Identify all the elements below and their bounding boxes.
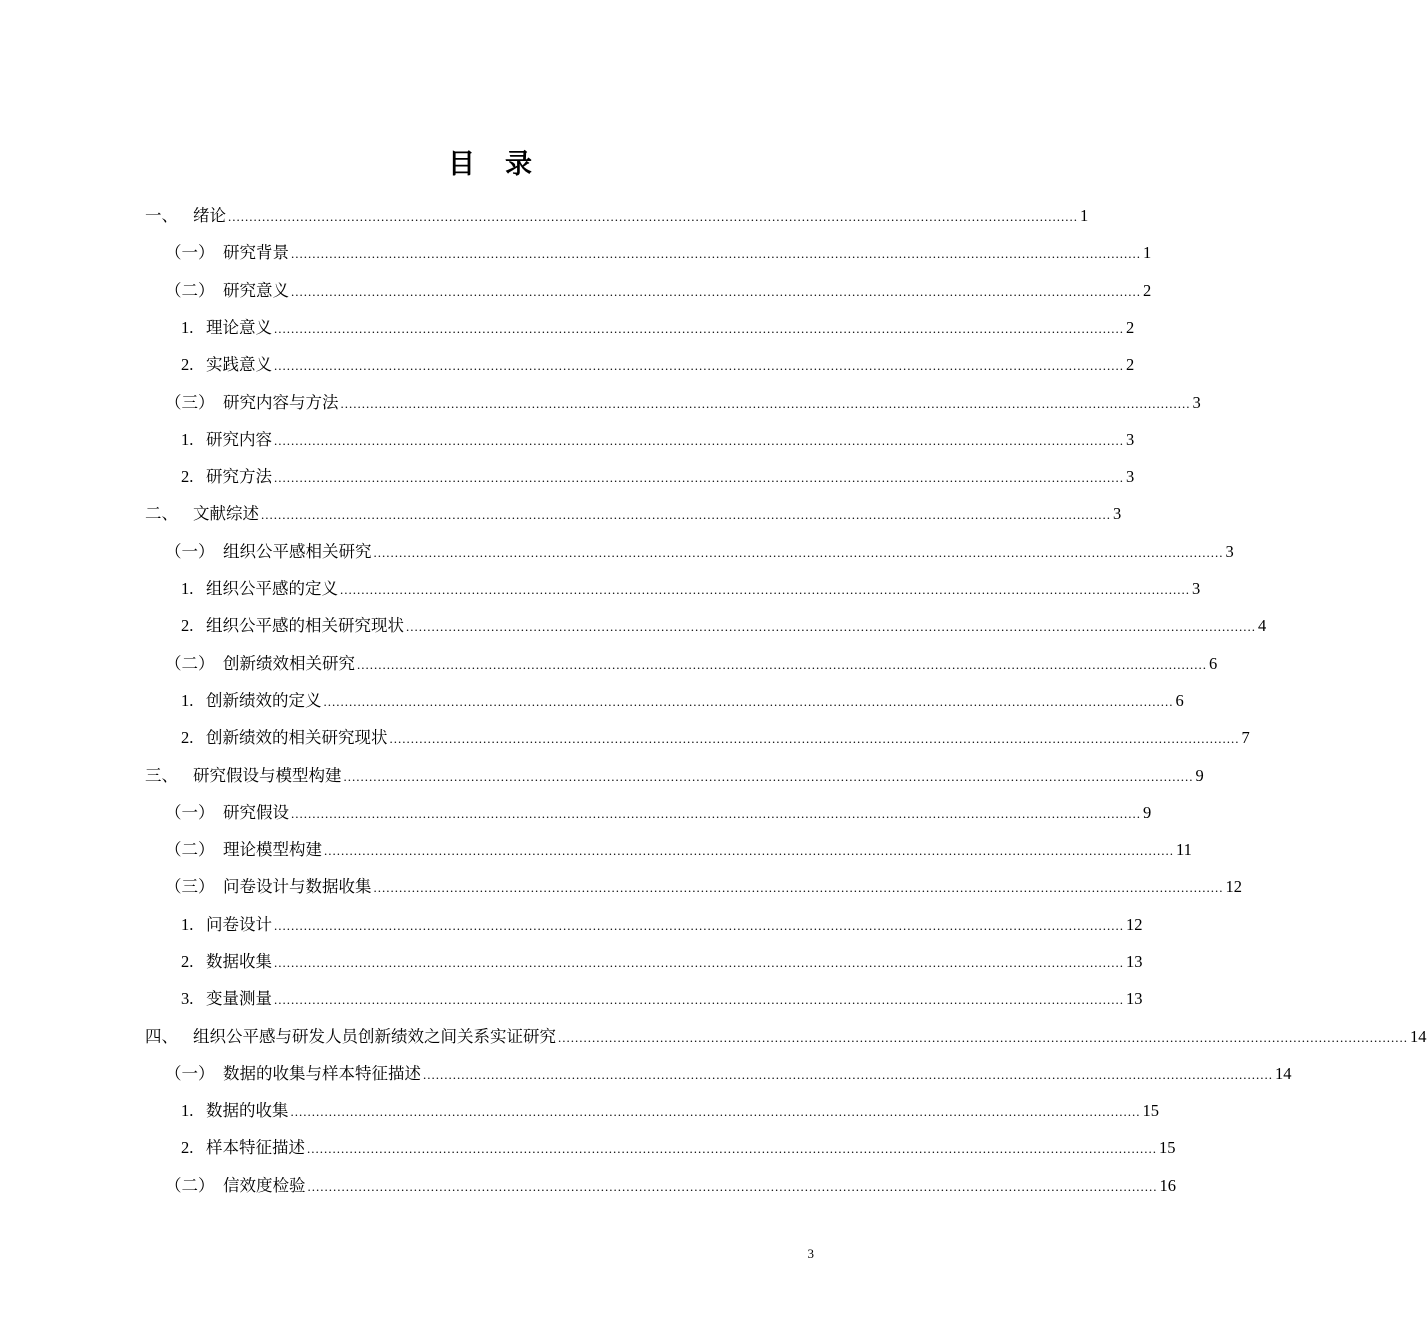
toc-entry[interactable]: [181, 576, 1201, 602]
toc-leader-dots: ........................................................................................................................................................................................................: [340, 582, 1190, 597]
toc-entry-label: 研究方法: [206, 467, 272, 486]
toc-entry[interactable]: [181, 613, 1267, 639]
toc-entry-page: 1: [1080, 206, 1089, 225]
toc-entry-label: 创新绩效的定义: [206, 691, 322, 710]
toc-entry-label: 创新绩效相关研究: [223, 654, 355, 673]
toc-leader-dots: ........................................................................................................................................................................................................: [274, 470, 1124, 485]
toc-entry-page: 9: [1143, 803, 1152, 822]
toc-entry[interactable]: [165, 837, 1192, 863]
toc-entry-label: 问卷设计与数据收集: [223, 877, 372, 896]
toc-entry-label: 研究意义: [223, 281, 289, 300]
toc-leader-dots: ........................................................................................................................................................................................................: [307, 1179, 1158, 1194]
toc-entry-label: 研究内容: [206, 430, 272, 449]
toc-title: 目录: [448, 149, 562, 180]
toc-entry-label: 创新绩效的相关研究现状: [206, 728, 388, 747]
toc-entry-number: （二）: [165, 1176, 215, 1195]
toc-entry-number: （三）: [165, 877, 215, 896]
toc-entry-number: （一）: [165, 243, 215, 262]
toc-entry-label: 实践意义: [206, 355, 272, 374]
toc-entry-page: 6: [1175, 691, 1184, 710]
toc-entry-number: 2.: [181, 467, 194, 486]
toc-entry-number: 四、: [145, 1027, 178, 1046]
toc-leader-dots: ........................................................................................................................................................................................................: [423, 1067, 1273, 1082]
toc-leader-dots: ........................................................................................................................................................................................................: [274, 955, 1124, 970]
toc-entry[interactable]: [181, 1098, 1159, 1124]
toc-entry-page: 1: [1143, 243, 1152, 262]
page-number: 3: [807, 1246, 814, 1261]
toc-entry-number: 2.: [181, 355, 194, 374]
toc-entry-label: 样本特征描述: [206, 1138, 305, 1157]
toc-entry-number: 2.: [181, 952, 194, 971]
toc-entry[interactable]: [165, 874, 1242, 900]
toc-leader-dots: ........................................................................................................................................................................................................: [274, 992, 1124, 1007]
toc-entry-label: 研究假设与模型构建: [193, 766, 342, 785]
toc-entry-label: 信效度检验: [223, 1176, 306, 1195]
toc-entry[interactable]: [181, 315, 1135, 341]
toc-entry-number: （一）: [165, 1064, 215, 1083]
toc-entry-label: 研究内容与方法: [223, 393, 339, 412]
toc-entry-page: 4: [1258, 616, 1267, 635]
toc-entry-label: 数据的收集与样本特征描述: [223, 1064, 421, 1083]
toc-entry[interactable]: [181, 986, 1143, 1012]
toc-leader-dots: ........................................................................................................................................................................................................: [307, 1141, 1157, 1156]
toc-entry-page: 14: [1410, 1027, 1427, 1046]
toc-entry-number: 3.: [181, 989, 194, 1008]
toc-entry-number: 2.: [181, 1138, 194, 1157]
toc-entry[interactable]: [145, 203, 1089, 229]
toc-entry-number: 1.: [181, 1101, 194, 1120]
toc-entry-page: 12: [1225, 877, 1242, 896]
toc-leader-dots: ........................................................................................................................................................................................................: [558, 1030, 1408, 1045]
toc-entry-label: 研究背景: [223, 243, 289, 262]
toc-entry-number: （二）: [165, 840, 215, 859]
toc-entry-page: 11: [1176, 840, 1192, 859]
toc-entry[interactable]: [165, 800, 1152, 826]
toc-entry-number: 二、: [145, 504, 178, 523]
toc-leader-dots: ........................................................................................................................................................................................................: [323, 694, 1174, 709]
toc-entry[interactable]: [181, 725, 1250, 751]
toc-entry-label: 组织公平感相关研究: [223, 542, 372, 561]
toc-leader-dots: ........................................................................................................................................................................................................: [291, 284, 1141, 299]
toc-entry-page: 2: [1126, 355, 1135, 374]
toc-entry-page: 14: [1275, 1064, 1292, 1083]
toc-entry[interactable]: [181, 464, 1135, 490]
toc-entry[interactable]: [165, 278, 1152, 304]
toc-entry-label: 绪论: [193, 206, 226, 225]
toc-entry-page: 2: [1143, 281, 1152, 300]
toc-entry-page: 2: [1126, 318, 1135, 337]
toc-leader-dots: ........................................................................................................................................................................................................: [343, 769, 1194, 784]
toc-entry-page: 15: [1159, 1138, 1176, 1157]
toc-leader-dots: ........................................................................................................................................................................................................: [274, 358, 1124, 373]
toc-entry-label: 理论意义: [206, 318, 272, 337]
toc-entry-label: 组织公平感的相关研究现状: [206, 616, 404, 635]
toc-entry[interactable]: [165, 1173, 1176, 1199]
toc-leader-dots: ........................................................................................................................................................................................................: [406, 619, 1256, 634]
toc-leader-dots: ........................................................................................................................................................................................................: [373, 545, 1224, 560]
toc-leader-dots: ........................................................................................................................................................................................................: [373, 880, 1224, 895]
toc-entry-page: 13: [1126, 989, 1143, 1008]
toc-entry-label: 文献综述: [193, 504, 259, 523]
toc-entry[interactable]: [165, 539, 1234, 565]
toc-entry-number: 1.: [181, 915, 194, 934]
toc-entry[interactable]: [181, 688, 1184, 714]
toc-entry-label: 研究假设: [223, 803, 289, 822]
toc-entry[interactable]: [165, 651, 1218, 677]
toc-entry-page: 12: [1126, 915, 1143, 934]
toc-leader-dots: ........................................................................................................................................................................................................: [261, 507, 1111, 522]
toc-leader-dots: ........................................................................................................................................................................................................: [274, 433, 1124, 448]
toc-entry-number: 1.: [181, 430, 194, 449]
toc-leader-dots: ........................................................................................................................................................................................................: [291, 246, 1141, 261]
toc-entry-page: 3: [1126, 467, 1135, 486]
toc-entry[interactable]: [181, 1135, 1176, 1161]
toc-entry-label: 组织公平感的定义: [206, 579, 338, 598]
toc-leader-dots: ........................................................................................................................................................................................................: [340, 396, 1191, 411]
toc-entry-page: 3: [1113, 504, 1122, 523]
toc-entry[interactable]: [145, 763, 1204, 789]
toc-leader-dots: ........................................................................................................................................................................................................: [290, 1104, 1141, 1119]
toc-entry[interactable]: [165, 240, 1152, 266]
toc-entry-label: 理论模型构建: [223, 840, 322, 859]
toc-entry[interactable]: [165, 1061, 1292, 1087]
toc-entry[interactable]: [181, 352, 1135, 378]
toc-entry-label: 变量测量: [206, 989, 272, 1008]
toc-entry-number: （二）: [165, 654, 215, 673]
toc-entry-label: 问卷设计: [206, 915, 272, 934]
toc-entry-number: 1.: [181, 691, 194, 710]
toc-entry-page: 15: [1142, 1101, 1159, 1120]
toc-entry-page: 3: [1192, 393, 1201, 412]
toc-entry-page: 13: [1126, 952, 1143, 971]
toc-entry-page: 6: [1209, 654, 1218, 673]
toc-entry[interactable]: [181, 949, 1143, 975]
toc-entry-page: 3: [1192, 579, 1201, 598]
toc-entry[interactable]: [181, 427, 1135, 453]
toc-entry[interactable]: [165, 390, 1201, 416]
toc-entry-page: 7: [1241, 728, 1250, 747]
toc-entry-page: 3: [1126, 430, 1135, 449]
toc-leader-dots: ........................................................................................................................................................................................................: [389, 731, 1240, 746]
toc-entry[interactable]: [145, 1024, 1427, 1050]
toc-entry[interactable]: [145, 501, 1122, 527]
toc-leader-dots: ........................................................................................................................................................................................................: [291, 806, 1141, 821]
toc-entry-number: （三）: [165, 393, 215, 412]
toc-entry-number: 1.: [181, 318, 194, 337]
toc-leader-dots: ........................................................................................................................................................................................................: [357, 657, 1207, 672]
toc-entry-number: （一）: [165, 803, 215, 822]
toc-leader-dots: ........................................................................................................................................................................................................: [274, 918, 1124, 933]
toc-leader-dots: ........................................................................................................................................................................................................: [228, 209, 1078, 224]
toc-entry-number: （二）: [165, 281, 215, 300]
toc-entry-page: 16: [1159, 1176, 1176, 1195]
toc-leader-dots: ........................................................................................................................................................................................................: [274, 321, 1124, 336]
toc-entry-number: 2.: [181, 616, 194, 635]
toc-leader-dots: ........................................................................................................................................................................................................: [324, 843, 1174, 858]
toc-entry-label: 数据收集: [206, 952, 272, 971]
toc-entry-number: 三、: [145, 766, 178, 785]
toc-entry-page: 9: [1195, 766, 1204, 785]
toc-entry[interactable]: [181, 912, 1143, 938]
toc-entry-page: 3: [1225, 542, 1234, 561]
toc-entry-number: 一、: [145, 206, 178, 225]
toc-entry-label: 数据的收集: [206, 1101, 289, 1120]
toc-entry-number: （一）: [165, 542, 215, 561]
toc-entry-label: 组织公平感与研发人员创新绩效之间关系实证研究: [193, 1027, 556, 1046]
toc-entry-number: 1.: [181, 579, 194, 598]
toc-entry-number: 2.: [181, 728, 194, 747]
